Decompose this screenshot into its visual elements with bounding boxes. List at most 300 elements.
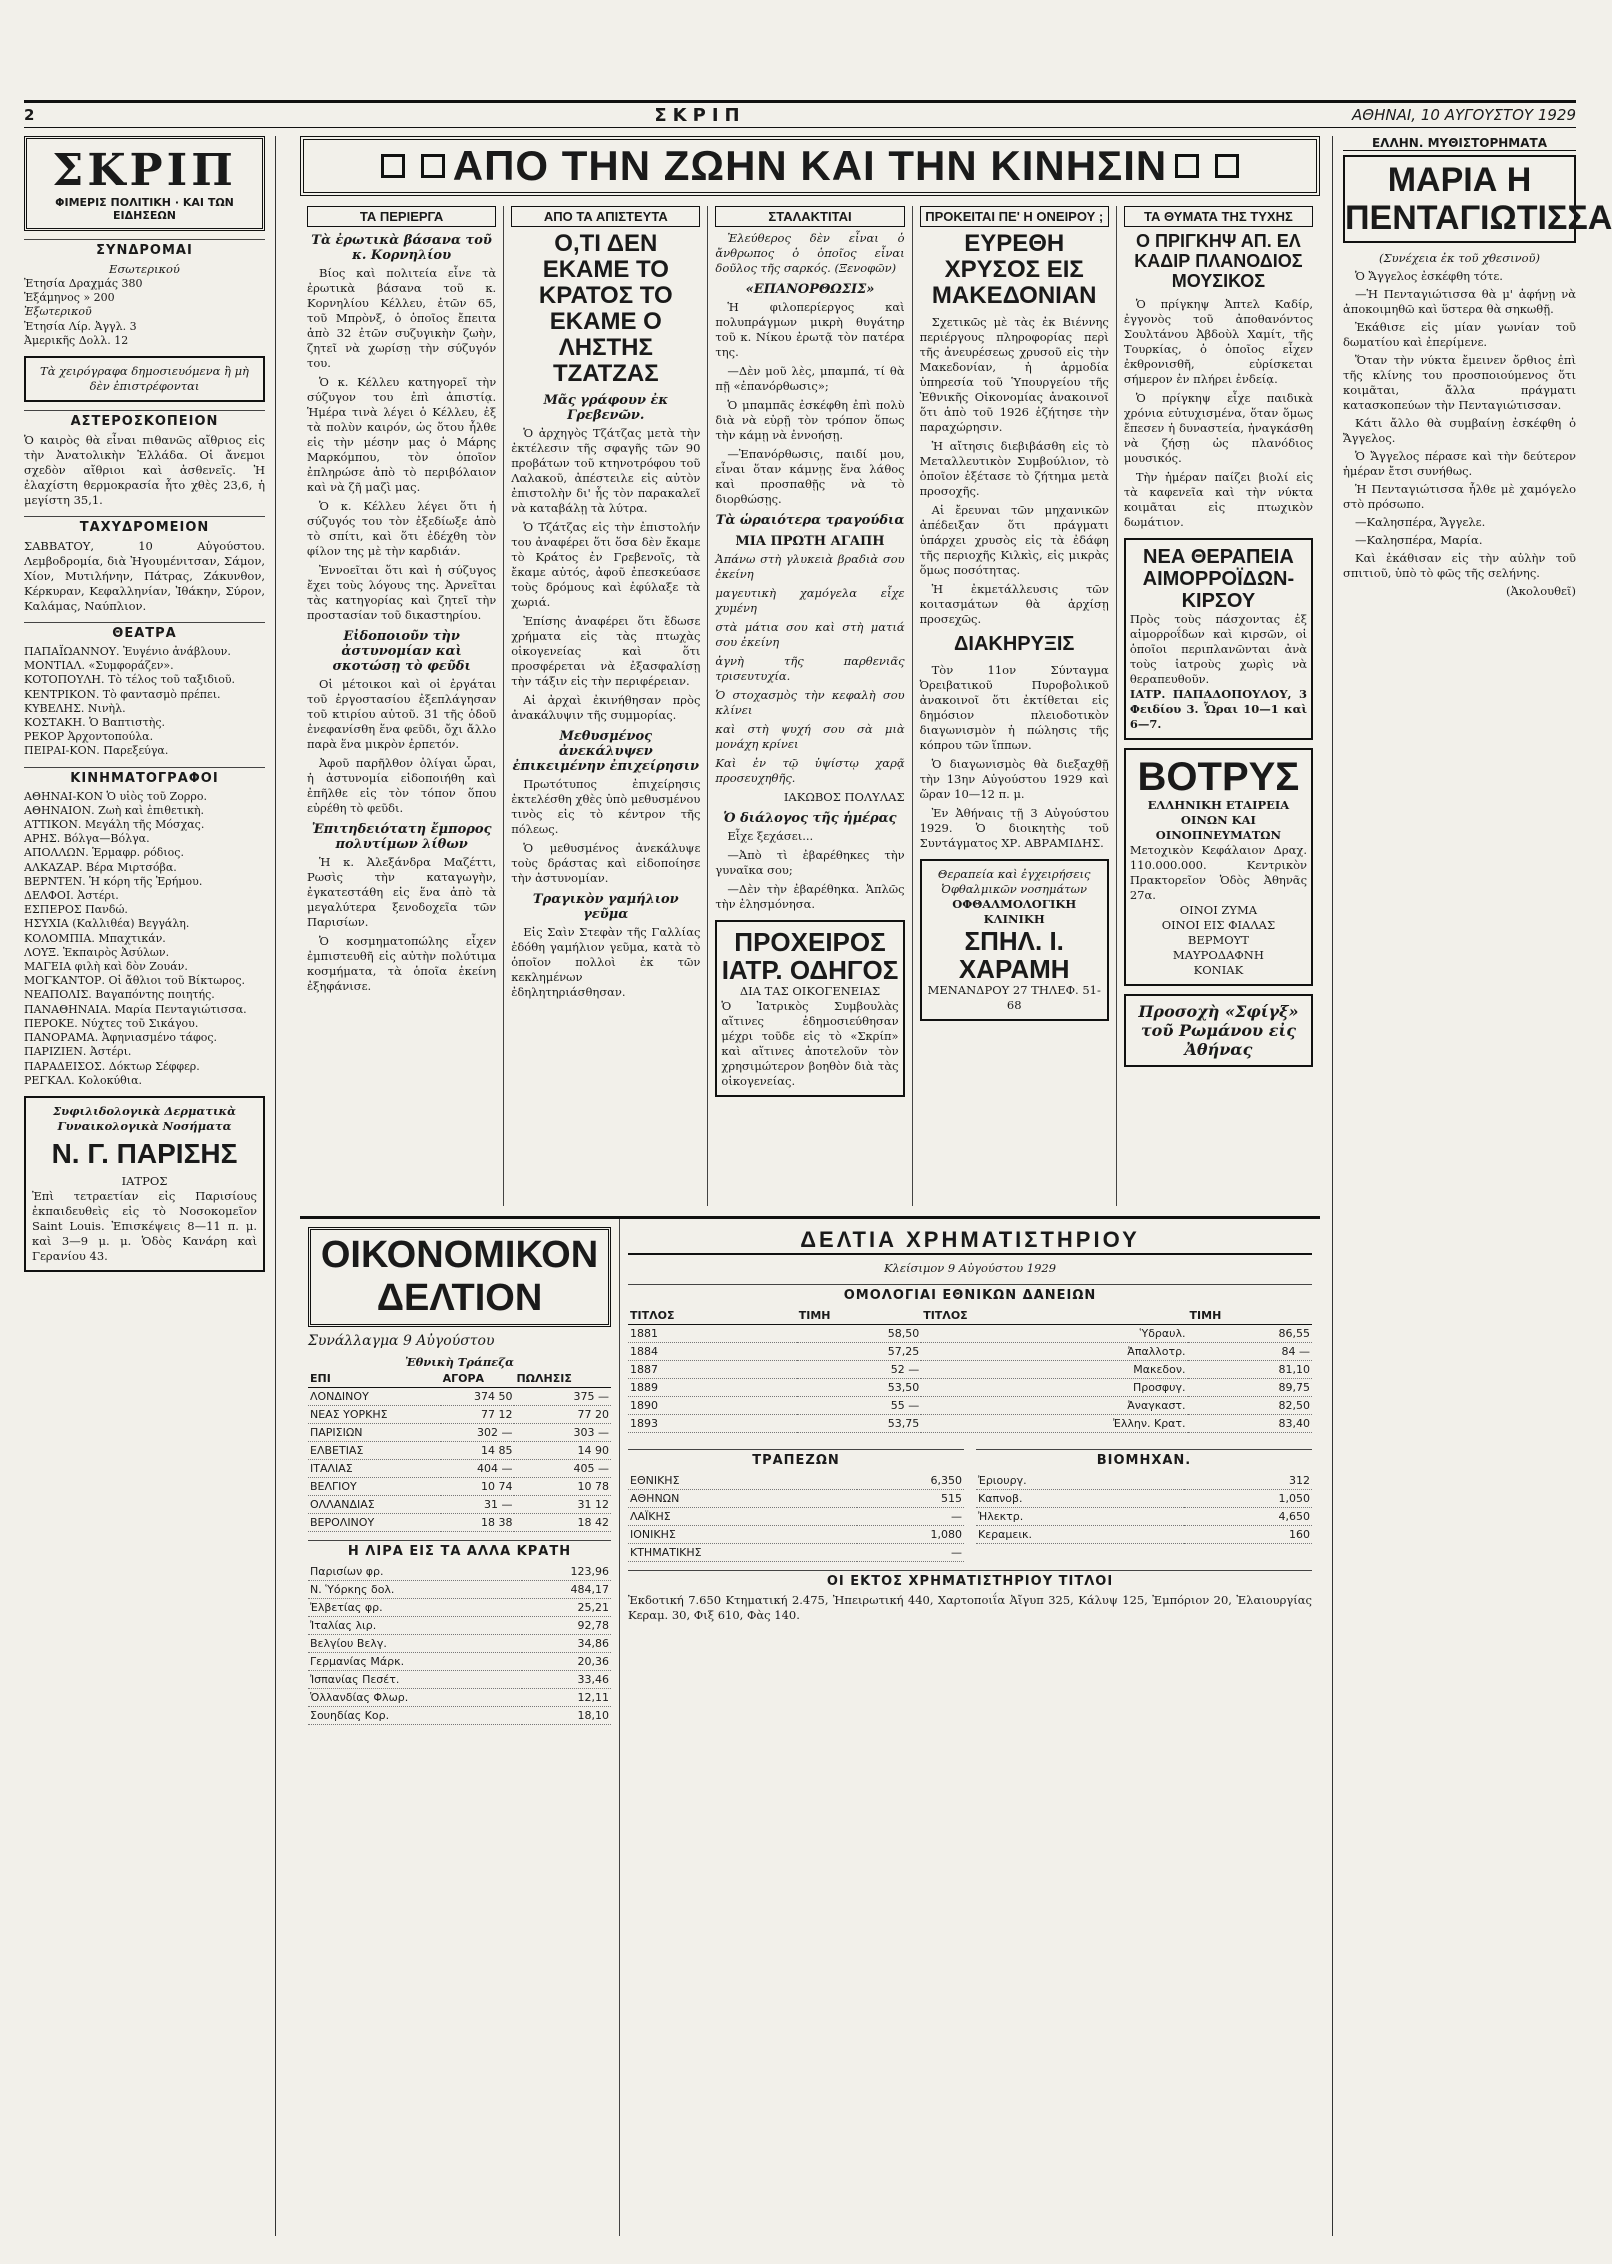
theatre-line: ΚΕΝΤΡΙΚΟΝ. Τὸ φαντασμὸ πρέπει. <box>24 687 221 701</box>
col-header: ΤΙΤΛΟΣ <box>921 1307 1187 1325</box>
article-paragraph: Βίος καὶ πολιτεία εἶνε τὰ ἐρωτικὰ βάσανα τοῦ κ. Κορνηλίου Κέλλευ, ἐτῶν 65, τοῦ Μπρὸνξ, ὁ ὁποῖος ἔπειτα ἀπὸ 32 ἐτῶν συζυγικὴν ζωὴν, ζητεῖ νὰ χωρίσῃ τὴν σύζυγόν του. <box>307 266 497 370</box>
exchange-row <box>308 1388 611 1406</box>
pound-row <box>308 1707 611 1725</box>
section-banner <box>300 136 1320 196</box>
ad-title: ΠΡΟΧΕΙΡΟΣ ΙΑΤΡ. ΟΔΗΓΟΣ <box>721 927 899 985</box>
table-cell: Ἰσπανίας Πεσέτ. <box>308 1671 522 1689</box>
table-cell: ΒΕΛΓΙΟΥ <box>308 1478 441 1496</box>
industry-row <box>976 1526 1312 1544</box>
sphinx-notice: Προσοχὴ «Σφίγξ» τοῦ Ρωμάνου εἰς Ἀθήνας <box>1124 994 1313 1067</box>
article-subhead: Εἰδοποιοῦν τὴν ἀστυνομίαν καὶ σκοτώσῃ τὸ φεῦδι <box>332 629 471 674</box>
table-cell: Ἠλεκτρ. <box>976 1508 1184 1526</box>
paper-logo <box>24 136 265 231</box>
table-cell: 14 85 <box>441 1442 515 1460</box>
table-cell: 515 <box>857 1490 964 1508</box>
ad-doctor: ΙΑΤΡ. ΠΑΠΑΔΟΠΟΥΛΟΥ, 3 Φειδίου 3. Ὧραι 10—1 καὶ 6—7. <box>1129 687 1308 731</box>
article-paragraph: Ἡ αἴτησις διεβιβάσθη εἰς τὸ Μεταλλευτικὸν Συμβούλιον, τὸ ὁποῖον ἐξέτασε τὸ ζήτημα μετὰ προσοχῆς. <box>919 439 1109 498</box>
subscription-line: Ἑξάμηνος » 200 <box>24 291 115 305</box>
exchange-row <box>308 1406 611 1424</box>
econ-title: ΟΙΚΟΝΟΜΙΚΟΝ ΔΕΛΤΙΟΝ <box>308 1227 611 1327</box>
table-cell: 18,10 <box>522 1707 611 1725</box>
table-cell: 312 <box>1184 1472 1312 1490</box>
table-cell: Γερμανίας Μάρκ. <box>308 1653 522 1671</box>
article-paragraph: —Ἀπὸ τὶ ἐβαρέθηκες τὴν γυναῖκα σου; <box>715 848 905 877</box>
exchange-row <box>308 1424 611 1442</box>
article-paragraph: Αἱ ἔρευναι τῶν μηχανικῶν ἀπέδειξαν ὅτι πράγματι ὑπάρχει χρυσὸς εἰς τὰ ἐδάφη τῆς περιοχῆς Κιλκὶς, εἰς μικρὰς ὅμως ποσότητας. <box>919 503 1109 577</box>
doctor-ad-head: Συφιλιδολογικὰ Δερματικὰ Γυναικολογικὰ Νοσήματα <box>52 1103 236 1133</box>
bank-row <box>628 1472 964 1490</box>
ad-sub: ΔΙΑ ΤΑΣ ΟΙΚΟΓΕΝΕΙΑΣ <box>739 984 881 998</box>
article-paragraph: —Δὲν μοῦ λὲς, μπαμπά, τί θὰ πῇ «ἐπανόρθωσις»; <box>715 364 905 393</box>
theatre-line: ΚΥΒΕΛΗΣ. Νινὴλ. <box>24 701 126 715</box>
subscriptions-interior: Εσωτερικού <box>109 262 180 276</box>
table-cell: Ἐλλην. Κρατ. <box>921 1415 1187 1433</box>
article-headline: ΔΙΑΚΗΡΥΞΙΣ <box>954 633 1075 655</box>
doctor-name: Ν. Γ. ΠΑΡΙΣΗΣ <box>51 1137 238 1169</box>
col-header: ΤΙΤΛΟΣ <box>628 1307 797 1325</box>
table-cell: 123,96 <box>522 1563 611 1581</box>
article-headline: ΕΥΡΕΘΗ ΧΡΥΣΟΣ ΕΙΣ ΜΑΚΕΔΟΝΙΑΝ <box>931 230 1097 309</box>
astro-text: Ὁ καιρὸς θὰ εἶναι πιθανῶς αἴθριος εἰς τὴν Ἀνατολικὴν Ἑλλάδα. Οἱ ἄνεμοι σχεδὸν αἴθριοι καὶ ἀσθενεῖς. Ἡ ἐλαχίστη θερμοκρασία ἦτο χθὲς 23,6, ἡ μεγίστη 35,1. <box>24 433 265 508</box>
manuscripts-notice: Τὰ χειρόγραφα δημοσιευόμενα ἢ μὴ δὲν ἐπιστρέφονται <box>24 356 265 402</box>
industry-block <box>976 1441 1312 1562</box>
column-kicker: ΤΑ ΠΕΡΙΕΡΓΑ <box>307 206 496 227</box>
table-cell: 1,050 <box>1184 1490 1312 1508</box>
table-cell: Καπνοβ. <box>976 1490 1184 1508</box>
cinema-line: ΠΑΡΙΖΙΕΝ. Ἀστέρι. <box>24 1045 132 1059</box>
bourse-date: Κλείσιμον 9 Αὐγούστου 1929 <box>883 1261 1057 1275</box>
cinema-line: ΠΕΡΟΚΕ. Νύχτες τοῦ Σικάγου. <box>24 1016 199 1030</box>
exchange-row <box>308 1442 611 1460</box>
article-paragraph: Ὁ Τζάτζας εἰς τὴν ἐπιστολήν του ἀναφέρει ὅτι ὅσα δὲν ἔκαμε τὸ Κράτος ἐν Γρεβενοῖς, τὰ ἔκαμε αὐτός, ἀφοῦ ἐπεσκεύασε τοὺς δρόμους καὶ ἐφύλαξε τὰ χωριά. <box>511 520 701 609</box>
quote-text: Ἐλεύθερος δὲν εἶναι ὁ ἄνθρωπος ὁ ὁποῖος εἶναι δοῦλος τῆς σαρκός. (Ξενοφῶν) <box>715 231 905 275</box>
article-paragraph: Ὁ κ. Κέλλευ λέγει ὅτι ἡ σύζυγός του τὸν ἐξεδίωξε ἀπὸ τὸ σπίτι, καὶ ὅτι ἐδέχθη τὸν φίλον της μὲ τὴν καρδιάν. <box>307 499 497 558</box>
novel-continues: (Ἀκολουθεῖ) <box>1506 584 1576 598</box>
table-cell: Ὁλλανδίας Φλωρ. <box>308 1689 522 1707</box>
post-text: ΣΑΒΒΑΤΟΥ, 10 Αὐγούστου. Λεμβοδρομία, διὰ Ἠγουμένιτσαν, Σάμον, Χίον, Μυτιλήνην, Πάτρας, Ζάκυνθον, Κέρκυραν, Κεφαλληνίαν, Ἰθάκην, Σύρον, Καλάμας, Ναύπλιον. <box>24 539 265 614</box>
table-cell: 18 38 <box>441 1514 515 1532</box>
cinema-line: ΠΑΡΑΔΕΙΣΟΣ. Δόκτωρ Σέφφερ. <box>24 1059 200 1073</box>
column-kicker: ΠΡΟΚΕΙΤΑΙ ΠΕ' Η ΟΝΕΙΡΟΥ ; <box>920 206 1109 227</box>
table-cell: Ἐλβετίας φρ. <box>308 1599 522 1617</box>
ext-text: Ἐκδοτική 7.650 Κτηματική 2.475, Ἠπειρωτική 440, Χαρτοποιΐα Ἀἴγυπ 325, Κάλυψ 125, Ἐμπόριον 20, Ἐλαιουργίας Κεραμ. 30, Φιξ 610, Φὰς 140. <box>628 1593 1312 1622</box>
table-cell: 14 90 <box>514 1442 611 1460</box>
table-cell: 53,50 <box>797 1379 921 1397</box>
novel-paragraph: Ἡ Πενταγιώτισσα ἦλθε μὲ χαμόγελο στὸ πρόσωπο. <box>1343 482 1576 511</box>
table-cell: ΠΑΡΙΣΙΩΝ <box>308 1424 441 1442</box>
article-paragraph: —Ἐπανόρθωσις, παιδί μου, εἶναι ὅταν κάμνῃς ἕνα λάθος καὶ προσπαθῇς νὰ τὸ διορθώσῃς. <box>715 447 905 506</box>
table-cell: Ἐριουργ. <box>976 1472 1184 1490</box>
left-column <box>24 136 276 2236</box>
table-cell: Μακεδον. <box>921 1361 1187 1379</box>
article-headline: Ο ΠΡΙΓΚΗΨ ΑΠ. ΕΛ ΚΑΔΙΡ ΠΛΑΝΟΔΙΟΣ ΜΟΥΣΙΚΟΣ <box>1134 231 1303 291</box>
table-cell: 81,10 <box>1188 1361 1312 1379</box>
table-cell: Ν. Ὑόρκης δολ. <box>308 1581 522 1599</box>
subscriptions-head: ΣΥΝΔΡΟΜΑΙ <box>24 239 265 258</box>
table-cell: 1893 <box>628 1415 797 1433</box>
bank-row <box>628 1544 964 1562</box>
table-cell: 12,11 <box>522 1689 611 1707</box>
cinema-line: ΜΑΓΕΙΑ φιλὴ καὶ δὸν Ζουάν. <box>24 960 188 974</box>
table-cell: Προσφυγ. <box>921 1379 1187 1397</box>
subscription-line: Ἐτησία Λίρ. Ἀγγλ. 3 <box>24 319 137 333</box>
column-kicker: ΤΑ ΘΥΜΑΤΑ ΤΗΣ ΤΥΧΗΣ <box>1124 206 1313 227</box>
novel-section-head: ΕΛΛΗΝ. ΜΥΘΙΣΤΟΡΗΜΑΤΑ <box>1343 136 1576 151</box>
square-ornament-icon <box>421 154 445 178</box>
cinema-line: ΑΛΚΑΖΑΡ. Βέρα Μιρτσόβα. <box>24 860 177 874</box>
table-cell: 55 — <box>797 1397 921 1415</box>
table-cell: 1890 <box>628 1397 797 1415</box>
table-cell: 58,50 <box>797 1325 921 1343</box>
square-ornament-icon <box>1175 154 1199 178</box>
doctor-text: Ἐπὶ τετραετίαν εἰς Παρισίους ἐκπαιδευθεὶς εἰς τὸ Νοσοκομεῖον Saint Louis. Ἐπισκέψεις 8—11 π. μ. καὶ 3—9 μ. μ. Ὁδὸς Κανάρη καὶ Γερανίου 43. <box>32 1188 257 1263</box>
novel-paragraph: Κάτι ἄλλο θὰ συμβαίνῃ ἐσκέφθη ὁ Ἄγγελος. <box>1343 416 1576 445</box>
table-cell: 89,75 <box>1188 1379 1312 1397</box>
eye-clinic-ad <box>920 859 1109 1021</box>
article-paragraph: Ἐννοεῖται ὅτι καὶ ἡ σύζυγος ἔχει τοὺς λόγους της. Ἀρνεῖται τὰς κατηγορίας καὶ ζητεῖ τὴν προστασίαν τοῦ δικαστηρίου. <box>307 563 497 622</box>
post-head: ΤΑΧΥΔΡΟΜΕΙΟΝ <box>24 516 265 535</box>
medical-guide-ad <box>715 920 904 1097</box>
table-cell: 34,86 <box>522 1635 611 1653</box>
banks-head: ΤΡΑΠΕΖΩΝ <box>628 1449 964 1468</box>
bond-row <box>628 1325 1312 1343</box>
pound-row <box>308 1599 611 1617</box>
bond-row <box>628 1343 1312 1361</box>
col-header: ΠΩΛΗΣΙΣ <box>514 1370 611 1388</box>
cinema-line: ΝΕΑΠΟΛΙΣ. Βαγαπόντης ποιητής. <box>24 988 215 1002</box>
table-cell: 484,17 <box>522 1581 611 1599</box>
table-cell: 86,55 <box>1188 1325 1312 1343</box>
column-fortune <box>1117 206 1320 1206</box>
wine-text: Μετοχικὸν Κεφάλαιον Δραχ. 110.000.000. Κεντρικὸν Πρακτορεῖον Ὁδὸς Ἀθηνᾶς 27α. <box>1129 843 1308 902</box>
table-cell: 1889 <box>628 1379 797 1397</box>
exchange-row <box>308 1478 611 1496</box>
pound-row <box>308 1617 611 1635</box>
table-cell: 10 78 <box>514 1478 611 1496</box>
econ-bank: Ἐθνικὴ Τράπεζα <box>405 1355 514 1369</box>
theatre-line: ΜΟΝΤΙΑΛ. «Συμφοράζεν». <box>24 659 174 673</box>
column-gold <box>913 206 1117 1206</box>
square-ornament-icon <box>381 154 405 178</box>
cinema-line: ΚΟΛΟΜΠΙΑ. Μπαχτικάν. <box>24 931 166 945</box>
table-cell: 1887 <box>628 1361 797 1379</box>
doctor-ad <box>24 1096 265 1272</box>
column-kicker: ΑΠΟ ΤΑ ΑΠΙΣΤΕΥΤΑ <box>511 206 700 227</box>
pound-row <box>308 1563 611 1581</box>
poem-line: καὶ στὴ ψυχή σου σὰ μιὰ μονάχη κρίνει <box>715 722 905 751</box>
table-cell: 53,75 <box>797 1415 921 1433</box>
table-cell: — <box>857 1508 964 1526</box>
pound-row <box>308 1689 611 1707</box>
table-cell: ΑΘΗΝΩΝ <box>628 1490 857 1508</box>
article-paragraph: Ὁ μεθυσμένος ἀνεκάλυψε τοὺς δράστας καὶ εἰδοποίησε τὴν ἀστυνομίαν. <box>511 841 701 885</box>
ad-text: Πρὸς τοὺς πάσχοντας ἐξ αἱμορροΐδων καὶ κιρσῶν, οἱ ὁποῖοι περιπλανῶνται ἀνὰ τοὺς ἰατροὺς χωρὶς νὰ θεραπευθοῦν. <box>1129 612 1308 686</box>
article-paragraph: Ἡ ἐκμετάλλευσις τῶν κοιτασμάτων θὰ ἀρχίσῃ προσεχῶς. <box>919 582 1109 626</box>
pound-table <box>308 1563 611 1725</box>
article-subhead: Μᾶς γράφουν ἐκ Γρεβενῶν. <box>543 393 669 423</box>
bank-row <box>628 1490 964 1508</box>
column-stalactites <box>708 206 912 1206</box>
col-header: ΤΙΜΗ <box>1188 1307 1312 1325</box>
article-paragraph: Εἰς Σαὶν Στεφὰν τῆς Γαλλίας ἐδόθη γαμήλιον γεῦμα, κατὰ τὸ ὁποῖον πολλοὶ ἐκ τῶν κεκλημένων ἐδηλητηριάσθησαν. <box>511 925 701 999</box>
astro-head: ΑΣΤΕΡΟΣΚΟΠΕΙΟΝ <box>24 410 265 429</box>
table-cell: 302 — <box>441 1424 515 1442</box>
subscription-line: Ἀμερικῆς Δολλ. 12 <box>24 333 129 347</box>
article-headline: Ο,ΤΙ ΔΕΝ ΕΚΑΜΕ ΤΟ ΚΡΑΤΟΣ ΤΟ ΕΚΑΜΕ Ο ΛΗΣΤΗΣ ΤΖΑΤΖΑΣ <box>538 230 673 387</box>
poem-line: μαγευτικὴ χαμόγελα εἶχε χυμένη <box>715 586 905 615</box>
cinema-line: ΑΘΗΝΑΙ-ΚΟΝ Ὁ υἱὸς τοῦ Ζορρο. <box>24 789 207 803</box>
table-cell: 83,40 <box>1188 1415 1312 1433</box>
stock-exchange <box>620 1219 1320 2236</box>
doctor-title: ΙΑΤΡΟΣ <box>121 1173 168 1188</box>
table-cell: 92,78 <box>522 1617 611 1635</box>
table-cell: 4,650 <box>1184 1508 1312 1526</box>
bourse-title: ΔΕΛΤΙΑ ΧΡΗΜΑΤΙΣΤΗΡΙΟΥ <box>628 1227 1312 1255</box>
table-cell: Σουηδίας Κορ. <box>308 1707 522 1725</box>
banner-title: ΑΠΟ ΤΗΝ ΖΩΗΝ ΚΑΙ ΤΗΝ ΚΙΝΗΣΙΝ <box>452 142 1168 189</box>
banks-block <box>628 1441 964 1562</box>
exchange-row <box>308 1460 611 1478</box>
pound-row <box>308 1635 611 1653</box>
cinema-line: ΠΑΝΟΡΑΜΑ. Ἀφηνιασμένο τάφος. <box>24 1031 218 1045</box>
wine-title: ΒΟΤΡΥΣ <box>1137 755 1300 799</box>
table-cell: 404 — <box>441 1460 515 1478</box>
cinema-line: ΒΕΡΝΤΕΝ. Ἡ κόρη τῆς Ἐρήμου. <box>24 874 203 888</box>
poem-author: ΙΑΚΩΒΟΣ ΠΟΛΥΛΑΣ <box>783 790 905 804</box>
table-cell: 10 74 <box>441 1478 515 1496</box>
ad-title: ΝΕΑ ΘΕΡΑΠΕΙΑ ΑΙΜΟΡΡΟΪΔΩΝ-ΚΙΡΣΟΥ <box>1142 546 1295 612</box>
cinema-line: ΜΟΓΚΑΝΤΟΡ. Οἱ ἄθλιοι τοῦ Βίκτωρος. <box>24 974 246 988</box>
novel-paragraph: Ὁ Ἄγγελος πέρασε καὶ τὴν δεύτερον ἡμέραν ἔτσι συνήθως. <box>1343 449 1576 478</box>
article-paragraph: Ὁ ἀρχηγὸς Τζάτζας μετὰ τὴν ἐκτέλεσιν τῆς σφαγῆς τῶν 90 προβάτων τοῦ κτηνοτρόφου τοῦ Λαλακοῦ, ἀπέστειλε εἰς αὐτὸν ἐπιστολὴν δι' ἧς τὸν παρακαλεῖ νὰ καταβάλῃ τὰ λύτρα. <box>511 426 701 515</box>
table-cell: ΙΟΝΙΚΗΣ <box>628 1526 857 1544</box>
poem-line: στὰ μάτια σου καὶ στὴ ματιά σου ἐκείνη <box>715 620 905 649</box>
economic-bulletin <box>300 1219 620 2236</box>
table-cell: — <box>857 1544 964 1562</box>
cinema-line: ΛΟΥΞ. Ἑκπαιρὸς Ἀσύλων. <box>24 945 170 959</box>
article-paragraph: Ἡ φιλοπερίεργος καὶ πολυπράγμων μικρὴ θυγάτηρ τοῦ κ. Νίκου ἐρωτᾷ τὸν πατέρα της. <box>715 300 905 359</box>
article-subhead: Τὰ ὡραιότερα τραγούδια <box>715 513 905 528</box>
column-curiosities <box>300 206 504 1206</box>
subscription-line: Ἐτησία Δραχμάς 380 <box>24 277 143 290</box>
table-cell: ΕΘΝΙΚΗΣ <box>628 1472 857 1490</box>
cinema-line: ΡΕΓΚΑΛ. Κολοκύθια. <box>24 1073 143 1087</box>
table-cell: ΛΟΝΔΙΝΟΥ <box>308 1388 441 1406</box>
article-paragraph: Ὁ κ. Κέλλευ κατηγορεῖ τὴν σύζυγον του ἐπὶ ἀπιστίᾳ. Ἡμέρα τινὰ λέγει ὁ Κέλλευ, ἐξ τὰ πολὺν καιρόν, ὡς ὅτου ἦλθε εἰς τὴν μέσην μας ὁ Μάρης Μαρκόμπου, τὸν ὁποῖον ἐπληρώσε ἀπὸ τὸ περιβόλαιον καὶ νὰ ζῆ μαζὶ μας. <box>307 375 497 494</box>
industry-row <box>976 1508 1312 1526</box>
article-paragraph: Πρωτότυπος ἐπιχείρησις ἐκτελέσθη χθὲς ὑπὸ μεθυσμένου τινὸς εἰς τὸ κέντρον τῆς πόλεως. <box>511 777 701 836</box>
table-cell: 20,36 <box>522 1653 611 1671</box>
table-cell: ΕΛΒΕΤΙΑΣ <box>308 1442 441 1460</box>
ad-head: Θεραπεία καὶ ἐγχειρήσεις Ὀφθαλμικῶν νοσημάτων <box>937 867 1091 896</box>
table-cell: Ἀπαλλοτρ. <box>921 1343 1187 1361</box>
shares-block <box>628 1441 1312 1562</box>
cinema-line: ΗΣΥΧΙΑ (Καλλιθέα) Βεγγάλη. <box>24 917 190 931</box>
article-paragraph: Αἱ ἀρχαὶ ἐκινήθησαν πρὸς ἀνακάλυψιν τῆς συμμορίας. <box>511 693 701 722</box>
article-paragraph: Τὴν ἡμέραν παίζει βιολί εἰς τὰ καφενεῖα καὶ τὴν νύκτα κοιμᾶται εἰς πτωχικὸν δωμάτιον. <box>1123 470 1314 529</box>
poem-title: ΜΙΑ ΠΡΩΤΗ ΑΓΑΠΗ <box>735 534 885 549</box>
theatre-line: ΠΕΙΡΑΙ-ΚΟΝ. Παρεξεύγα. <box>24 744 169 758</box>
article-paragraph: Ἀφοῦ παρῆλθον ὀλίγαι ὧραι, ἡ ἀστυνομία εἰδοποιήθη καὶ ἐπῆλθε εἰς τὸν τόπον ὅπου εὑρέθη τὸ φεῦδι. <box>307 756 497 815</box>
article-subhead: «ΕΠΑΝΟΡΘΩΣΙΣ» <box>745 282 875 297</box>
novel-paragraph: Ὅταν τὴν νύκτα ἔμεινεν ὄρθιος ἐπὶ τῆς κλίνης του προσποιούμενος ὅτι κοιμᾶται, ἄλλα πράγματι κατασκοπεύων τὴν Πενταγιώτισσαν. <box>1343 353 1576 412</box>
table-cell: Ἀναγκαστ. <box>921 1397 1187 1415</box>
wine-ad <box>1124 748 1313 986</box>
article-paragraph: Ὁ πρίγκηψ εἶχε παιδικὰ χρόνια εὐτυχισμένα, ὅταν ὅμως ἔπεσεν ἡ δυναστεία, ἠναγκάσθη νὰ ζήσῃ ὡς πλανόδιος μουσικός. <box>1123 391 1314 465</box>
table-cell: 1884 <box>628 1343 797 1361</box>
subscription-line: Ἐξωτερικοῦ <box>24 305 92 319</box>
article-paragraph: Ὁ μπαμπᾶς ἐσκέφθη ἐπὶ πολὺ διὰ νὰ εὑρῇ τὸν τρόπον ὅπως τὴν κάμῃ νὰ ἐννοήσῃ. <box>715 398 905 442</box>
pound-row <box>308 1581 611 1599</box>
article-paragraph: Εἶχε ξεχάσει... <box>727 829 814 843</box>
col-header: ΕΠΙ <box>308 1370 441 1388</box>
cinema-line: ΔΕΛΦΟΙ. Ἀστέρι. <box>24 889 119 903</box>
column-unbelievable <box>504 206 708 1206</box>
econ-date: Συνάλλαγμα 9 Αὐγούστου <box>308 1333 495 1349</box>
table-cell: Βελγίου Βελγ. <box>308 1635 522 1653</box>
article-paragraph: Οἱ μέτοικοι καὶ οἱ ἐργάται τοῦ ἐργοστασίου ἐξεπλάγησαν τοῦ κτιρίου αὐτοῦ. 31 τῆς ὁδοῦ ἐνεφανίσθη ἕνα φεῦδι, ὄχι ἄλλο παρὰ ἕνα μικρὸν ἐρπετόν. <box>307 677 497 751</box>
cinema-line: ΑΡΗΣ. Βόλγα—Βόλγα. <box>24 832 150 846</box>
wine-sub: ΕΛΛΗΝΙΚΗ ΕΤΑΙΡΕΙΑ ΟΙΝΩΝ ΚΑΙ ΟΙΝΟΠΝΕΥΜΑΤΩΝ <box>1147 798 1290 842</box>
table-cell: ΟΛΛΑΝΔΙΑΣ <box>308 1496 441 1514</box>
logo-sub: ΦΙΜΕΡΙΣ ΠΟΛΙΤΙΚΗ · ΚΑΙ ΤΩΝ ΕΙΔΗΣΕΩΝ <box>55 196 234 222</box>
col-header: ΤΙΜΗ <box>797 1307 921 1325</box>
novel-paragraph: —Καλησπέρα, Μαρία. <box>1355 533 1483 547</box>
table-cell: 25,21 <box>522 1599 611 1617</box>
table-cell: ΛΑΪΚΗΣ <box>628 1508 857 1526</box>
theatre-line: ΚΟΤΟΠΟΥΛΗ. Τὸ τέλος τοῦ ταξιδιοῦ. <box>24 673 236 687</box>
novel-paragraph: Ὁ Ἄγγελος ἐσκέφθη τότε. <box>1355 269 1503 283</box>
table-cell: 33,46 <box>522 1671 611 1689</box>
article-paragraph: Ὁ πρίγκηψ Ἀπτελ Καδίρ, ἐγγονὸς τοῦ ἀποθανόντος Σουλτάνου Ἀβδοὺλ Χαμίτ, τῆς Τουρκίας, ὁ ὁποῖος εἶχεν ἐκθρονισθῆ, εὑρίσκεται σήμερον ἐν πλήρει ἐνδείᾳ. <box>1123 297 1314 386</box>
bonds-head: ΟΜΟΛΟΓΙΑΙ ΕΘΝΙΚΩΝ ΔΑΝΕΙΩΝ <box>628 1284 1312 1303</box>
article-paragraph: Ὁ διαγωνισμὸς θὰ διεξαχθῇ τὴν 13ην Αὐγούστου 1929 καὶ ὥραν 10—12 π. μ. <box>919 757 1109 801</box>
cinema-line: ΑΠΟΛΛΩΝ. Ἑρμαφρ. ρόδιος. <box>24 846 184 860</box>
article-subhead: Μεθυσμένος ἀνεκάλυψεν ἐπικειμένην ἐπιχείρησιν <box>512 729 700 774</box>
article-paragraph: Σχετικῶς μὲ τὰς ἐκ Βιέννης περιέργους πληροφορίας περὶ τῆς ἀνευρέσεως χρυσοῦ εἰς τὴν Μακεδονίαν, ἡ ἁρμοδία ὑπηρεσία τοῦ Ὑπουργείου τῆς Ἐθνικῆς Οἰκονομίας ἀνακοινοῖ ὅτι ἀπὸ τοῦ 1926 ἐζήτησε τὴν παραχώρησιν. <box>919 315 1109 434</box>
pound-row <box>308 1653 611 1671</box>
article-paragraph: Ἡ κ. Ἀλεξάνδρα Μαζέττι, Ρωσὶς τὴν καταγωγὴν, ἐγκατεστάθη εἰς ἕνα ἀπὸ τὰ μεγαλύτερα ξενοδοχεῖα τῶν Παρισίων. <box>307 855 497 929</box>
table-cell: Ἰταλίας λιρ. <box>308 1617 522 1635</box>
table-cell: 18 42 <box>514 1514 611 1532</box>
column-kicker: ΣΤΑΛΑΚΤΙΤΑΙ <box>715 206 904 227</box>
cinema-line: ΠΑΝΑΘΗΝΑΙΑ. Μαρία Πενταγιώτισσα. <box>24 1002 247 1016</box>
table-cell: 77 20 <box>514 1406 611 1424</box>
novel-paragraph: —Ἡ Πενταγιώτισσα θὰ μ' ἀφήνῃ νὰ ἀποκοιμηθῶ καὶ ὕστερα θὰ σηκωθῇ. <box>1343 287 1576 316</box>
cinema-line: ΑΤΤΙΚΟΝ. Μεγάλη τῆς Μόσχας. <box>24 818 205 832</box>
table-cell: 1881 <box>628 1325 797 1343</box>
bond-row <box>628 1379 1312 1397</box>
industry-table <box>976 1472 1312 1544</box>
table-cell: ΝΕΑΣ ΥΟΡΚΗΣ <box>308 1406 441 1424</box>
col-header: ΑΓΟΡΑ <box>441 1370 515 1388</box>
article-subhead: Τὰ ἐρωτικὰ βάσανα τοῦ κ. Κορνηλίου <box>311 233 492 263</box>
masthead-strip <box>24 100 1576 128</box>
exchange-row <box>308 1496 611 1514</box>
poem-line: Ὁ στοχασμὸς τὴν κεφαλὴ σου κλίνει <box>715 688 905 717</box>
table-cell: 52 — <box>797 1361 921 1379</box>
novel-paragraph: —Καλησπέρα, Ἄγγελε. <box>1355 515 1486 529</box>
cinema-line: ΕΣΠΕΡΟΣ Πανδώ. <box>24 903 128 917</box>
ad-text: Ὁ Ἰατρικὸς Συμβουλὰς αἵτινες ἐδημοσιεύθησαν μέχρι τοῦδε εἰς τὸ «Σκρίπ» καὶ αἵτινες ἀποτελοῦν τὸν χρησιμώτερον βοηθὸν διὰ τὰς οἰκογενείας. <box>721 999 899 1088</box>
theatre-line: ΠΑΠΑΪΩΑΝΝΟΥ. Ἐυγένιο ἀνάβλουν. <box>24 645 231 659</box>
table-cell: 57,25 <box>797 1343 921 1361</box>
table-cell: 82,50 <box>1188 1397 1312 1415</box>
wine-item: ΒΕΡΜΟΥΤ <box>1187 933 1249 947</box>
table-cell: 160 <box>1184 1526 1312 1544</box>
bonds-table <box>628 1307 1312 1433</box>
article-subhead: Ὁ διάλογος τῆς ἡμέρας <box>723 811 897 826</box>
ind-head: ΒΙΟΜΗΧΑΝ. <box>976 1449 1312 1468</box>
table-cell: Κεραμεικ. <box>976 1526 1184 1544</box>
industry-row <box>976 1472 1312 1490</box>
exchange-row <box>308 1514 611 1532</box>
table-cell: 84 — <box>1188 1343 1312 1361</box>
table-cell: 31 12 <box>514 1496 611 1514</box>
square-ornament-icon <box>1215 154 1239 178</box>
table-cell: 1,080 <box>857 1526 964 1544</box>
wine-item: ΟΙΝΟΙ ΕΙΣ ΦΙΑΛΑΣ <box>1161 918 1276 932</box>
pound-row <box>308 1671 611 1689</box>
novel-continued: (Συνέχεια ἐκ τοῦ χθεσινοῦ) <box>1379 251 1540 265</box>
issue-date: ΑΘΗΝΑΙ, 10 ΑΥΓΟΥΣΤΟΥ 1929 <box>1352 106 1576 124</box>
ext-head: ΟΙ ΕΚΤΟΣ ΧΡΗΜΑΤΙΣΤΗΡΙΟΥ ΤΙΤΛΟΙ <box>628 1570 1312 1589</box>
exchange-table <box>308 1370 611 1532</box>
table-cell: ΒΕΡΟΛΙΝΟΥ <box>308 1514 441 1532</box>
gold-head: Η ΛΙΡΑ ΕΙΣ ΤΑ ΑΛΛΑ ΚΡΑΤΗ <box>308 1540 611 1559</box>
right-column <box>1332 136 1612 2236</box>
theatre-head: ΘΕΑΤΡΑ <box>24 622 265 641</box>
cinema-head: ΚΙΝΗΜΑΤΟΓΡΑΦΟΙ <box>24 767 265 786</box>
table-cell: 31 — <box>441 1496 515 1514</box>
industry-row <box>976 1490 1312 1508</box>
table-cell: Παρισίων φρ. <box>308 1563 522 1581</box>
table-cell: 374 50 <box>441 1388 515 1406</box>
novel-paragraph: Καὶ ἐκάθισαν εἰς τὴν αὐλὴν τοῦ σπιτιοῦ, ὑπὸ τὸ φῶς τῆς σελήνης. <box>1343 551 1576 580</box>
bond-row <box>628 1361 1312 1379</box>
article-columns <box>300 206 1320 1206</box>
wine-item: ΚΟΝΙΑΚ <box>1193 963 1244 977</box>
article-paragraph: —Δὲν τὴν ἐβαρέθηκα. Ἁπλῶς τὴν ἐλησμόνησα. <box>715 882 905 911</box>
poem-line: Καὶ ἐν τῷ ὑψίστῳ χαρᾷ προσευχηθῆς. <box>715 756 905 785</box>
table-cell: ΚΤΗΜΑΤΙΚΗΣ <box>628 1544 857 1562</box>
ad-address: ΜΕΝΑΝΔΡΟΥ 27 ΤΗΛΕΦ. 51-68 <box>927 983 1101 1012</box>
ad-name: ΣΠΗΛ. Ι. ΧΑΡΑΜΗ <box>958 926 1070 984</box>
wine-item: ΜΑΥΡΟΔΑΦΝΗ <box>1172 948 1264 962</box>
table-cell: 303 — <box>514 1424 611 1442</box>
article-subhead: Ἐπιτηδειότατη ἔμπορος πολυτίμων λίθων <box>311 822 492 852</box>
table-cell: Ὑδραυλ. <box>921 1325 1187 1343</box>
wine-item: ΟΙΝΟΙ ΖΥΜΑ <box>1179 903 1258 917</box>
bank-row <box>628 1508 964 1526</box>
article-subhead: Τραγικὸν γαμήλιον γεῦμα <box>532 892 679 922</box>
table-cell: 6,350 <box>857 1472 964 1490</box>
logo-name: ΣΚΡΙΠ <box>52 145 237 196</box>
bank-row <box>628 1526 964 1544</box>
banks-table <box>628 1472 964 1562</box>
article-paragraph: Ὁ κοσμηματοπώλης εἶχεν ἐμπιστευθῆ εἰς αὐτὴν πολύτιμα κοσμήματα, τὰ ὁποῖα ἐκείνη ἐξηφάνισε. <box>307 934 497 993</box>
paper-name: ΣΚΡΙΠ <box>654 104 746 126</box>
table-cell: 77 12 <box>441 1406 515 1424</box>
ad-clinic: ΟΦΘΑΛΜΟΛΟΓΙΚΗ ΚΛΙΝΙΚΗ <box>952 897 1077 926</box>
page-number: 2 <box>24 106 35 124</box>
novel-title: ΜΑΡΙΑ Η ΠΕΝΤΑΓΙΩΤΙΣΣΑ <box>1343 155 1576 243</box>
hemorrhoid-ad <box>1124 538 1313 740</box>
cinema-line: ΑΘΗΝΑΙΟΝ. Ζωὴ καὶ ἐπιθετικὴ. <box>24 803 205 817</box>
table-cell: ΙΤΑΛΙΑΣ <box>308 1460 441 1478</box>
financial-section <box>300 1216 1320 2236</box>
article-paragraph: Ἐπίσης ἀναφέρει ὅτι ἔδωσε χρήματα εἰς τὰς πτωχὰς οἰκογενείας καὶ ὅτι προσφέρεται νὰ ἐξασφαλίσῃ τὴν τάξιν εἰς τὴν περιφέρειαν. <box>511 614 701 688</box>
